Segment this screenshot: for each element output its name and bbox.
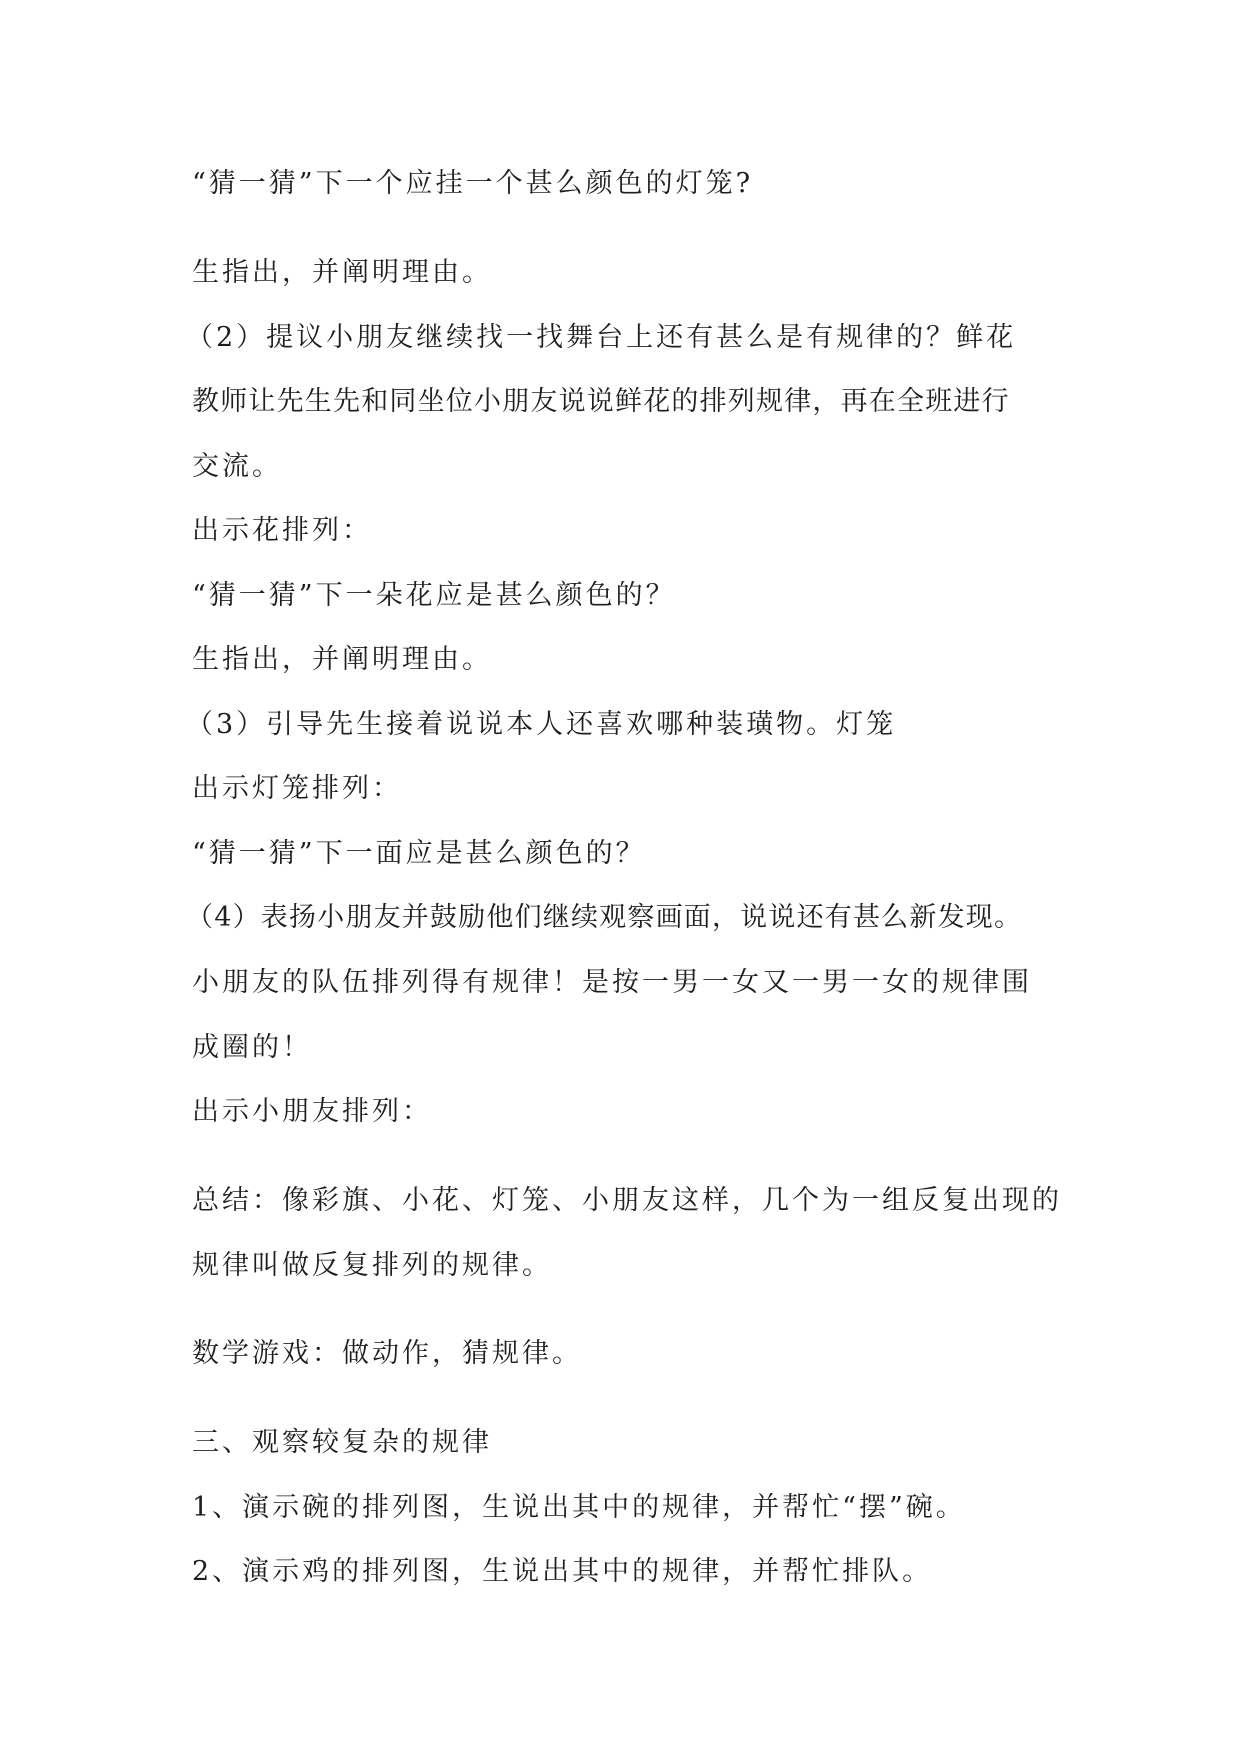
text-line: “猜一猜”下一朵花应是甚么颜色的？ [192, 580, 676, 611]
text-line: 小朋友的队伍排列得有规律！是按一男一女又一男一女的规律围 [192, 967, 1032, 998]
text-line: （4）表扬小朋友并鼓励他们继续观察画面，说说还有甚么新发现。 [186, 902, 1023, 933]
text-line: 数学游戏：做动作，猜规律。 [192, 1338, 582, 1369]
text-line: 成圈的！ [192, 1032, 312, 1063]
text-line: （2）提议小朋友继续找一找舞台上还有甚么是有规律的？鲜花 [186, 322, 1017, 353]
text-line: 出示花排列： [192, 515, 372, 546]
text-line: 总结：像彩旗、小花、灯笼、小朋友这样，几个为一组反复出现的 [192, 1185, 1062, 1216]
text-line: 出示小朋友排列： [192, 1096, 432, 1127]
text-line: 1、演示碗的排列图，生说出其中的规律，并帮忙“摆”碗。 [192, 1492, 966, 1523]
text-line: 出示灯笼排列： [192, 773, 402, 804]
text-line: 规律叫做反复排列的规律。 [192, 1250, 552, 1281]
text-line: 生指出，并阐明理由。 [192, 644, 492, 675]
text-line: “猜一猜”下一面应是甚么颜色的？ [192, 838, 646, 869]
text-line: 教师让先生先和同坐位小朋友说说鲜花的排列规律，再在全班进行 [192, 386, 1010, 417]
text-line: （3）引导先生接着说说本人还喜欢哪种装璜物。灯笼 [186, 709, 897, 740]
text-line: 交流。 [192, 451, 282, 482]
section-heading: 三、观察较复杂的规律 [192, 1427, 492, 1458]
text-line: “猜一猜”下一个应挂一个甚么颜色的灯笼? [192, 168, 754, 199]
text-line: 生指出，并阐明理由。 [192, 257, 492, 288]
text-line: 2、演示鸡的排列图，生说出其中的规律，并帮忙排队。 [192, 1556, 933, 1587]
